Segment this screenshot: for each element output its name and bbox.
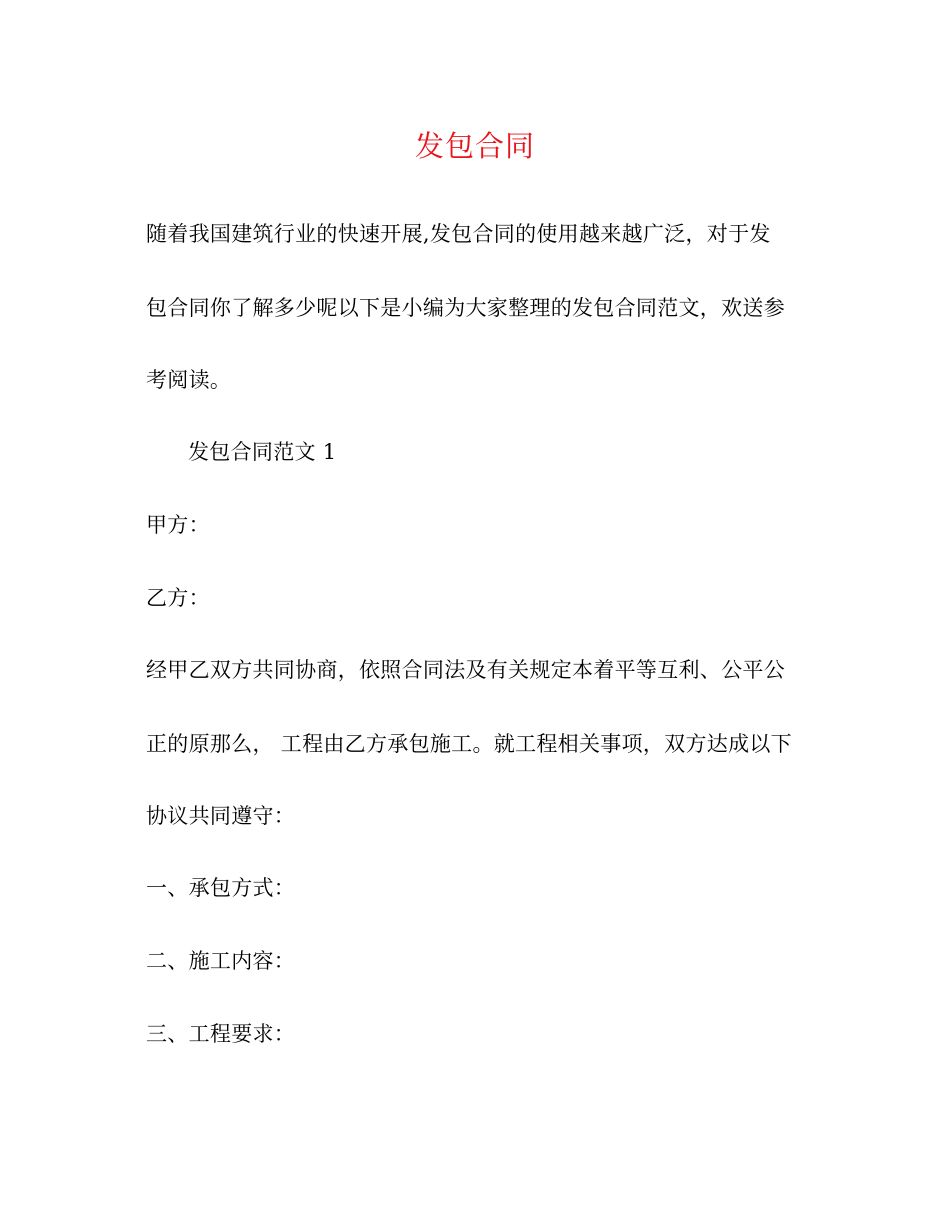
intro-line-3: 考阅读。 — [146, 368, 232, 392]
document-title: 发包合同 — [414, 129, 535, 163]
agreement-line-2: 正的原那么， 工程由乙方承包施工。就工程相关事项，双方达成以下 — [146, 732, 792, 756]
agreement-line-1: 经甲乙双方共同协商，依照合同法及有关规定本着平等互利、公平公 — [146, 658, 785, 682]
section-heading: 发包合同范文 1 — [188, 440, 337, 464]
clause-1: 一、承包方式： — [146, 876, 296, 900]
clause-3: 三、工程要求： — [146, 1022, 296, 1046]
party-b-label: 乙方： — [146, 586, 210, 610]
intro-line-1: 随着我国建筑行业的快速开展,发包合同的使用越来越广泛，对于发 — [146, 222, 771, 246]
agreement-line-3: 协议共同遵守： — [146, 804, 296, 828]
party-a-label: 甲方： — [146, 513, 210, 537]
intro-line-2: 包合同你了解多少呢以下是小编为大家整理的发包合同范文，欢送参 — [146, 296, 785, 320]
clause-2: 二、施工内容： — [146, 949, 296, 973]
